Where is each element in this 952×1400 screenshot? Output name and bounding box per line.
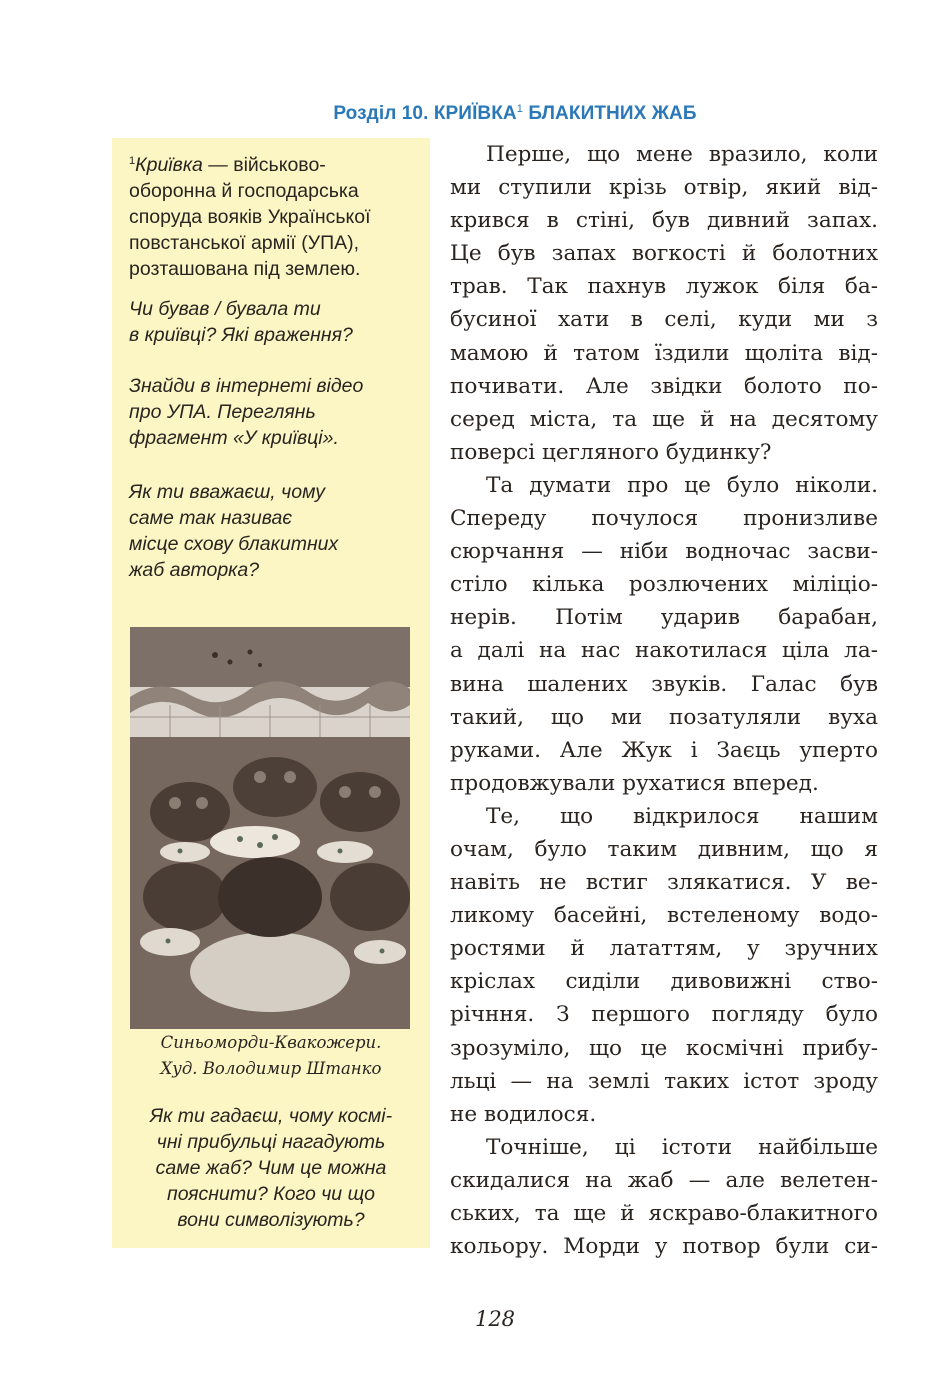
text-line: навіть не встиг злякатися. У ве- [450,870,878,896]
question-line: вони символізують? [177,1209,365,1231]
caption-line: Синьоморди-Квакожери. [160,1033,382,1052]
text-line: вина шалених звуків. Галас був [450,671,878,697]
definition-line: — військово- [202,154,326,176]
caption-line: Худ. Володимир Штанко [160,1059,382,1078]
frog-illustration [130,627,410,1029]
question-line: в криївці? Які враження? [129,324,353,346]
question-line: Знайди в інтернеті відео [129,375,364,397]
text-line: такий, що ми позатуляли вуха [450,704,878,730]
text-line: сюрчання — ніби водночас засви- [450,539,878,565]
question-line: Чи бував / бувала ти [129,298,321,320]
chapter-title-start: Розділ 10. КРИЇВКА [333,103,517,124]
text-line: продовжували рухатися вперед. [450,770,819,796]
illustration-caption [112,1030,430,1082]
definition-footnote-mark: 1 [129,155,136,167]
question-line: Як ти вважаєш, чому [129,481,325,503]
question-1 [129,296,353,348]
text-line: ликому басейні, встеленому водо- [450,903,878,929]
text-line: Спереду почулося пронизливе [450,506,878,532]
text-line: поверсі цегляного будинку? [450,439,772,465]
text-line: Те, що відкрилося нашим [486,803,878,829]
text-line: мамою й татом їздили щоліта від- [450,340,878,366]
text-line: льці — на землі таких істот зроду [450,1068,878,1094]
question-2 [129,373,363,451]
text-line: Перше, що мене вразило, коли [486,142,878,167]
text-line: Та думати про це було ніколи. [486,472,878,498]
question-4 [120,1103,422,1233]
text-line: зрозуміло, що це космічні прибу- [450,1035,878,1061]
question-3 [129,479,338,583]
text-line: нерів. Потім ударив барабан, [450,605,878,631]
text-line: кріслах сиділи дивовижні ство- [450,969,878,995]
question-line: фрагмент «У криївці». [129,427,339,449]
question-line: жаб авторка? [129,559,260,581]
question-line: чні прибульці нагадують [156,1131,386,1153]
text-line: кольору. Морди у потвор були си- [450,1234,878,1260]
footnote-definition [129,148,419,282]
text-line: ських, та ще й яскраво-блакитного [450,1201,878,1226]
question-line: Як ти гадаєш, чому космі- [149,1105,393,1127]
text-line: скидалися на жаб — але велетен- [450,1167,878,1193]
definition-line: оборонна й господарська [129,180,359,202]
text-line: не водилося. [450,1101,597,1127]
text-line: трав. Так пахнув лужок біля ба- [450,274,878,300]
definition-line: розташована під землею. [129,258,361,280]
definition-line: повстанської армії (УПА), [129,232,360,254]
page-number: 128 [474,1307,516,1331]
sidebar-panel [112,138,430,1248]
text-line: ми ступили крізь отвір, який від- [450,175,878,201]
question-line: про УПА. Переглянь [129,401,316,423]
text-line: бусиної хати в селі, куди ми з [450,307,878,333]
chapter-title [0,103,952,125]
text-line: Точніше, ці істоти найбільше [486,1134,878,1160]
text-line: крився в стіні, був дивний запах. [450,208,878,234]
question-line: саме жаб? Чим це можна [155,1157,387,1179]
definition-line: споруда вояків Української [129,206,371,228]
question-line: пояснити? Кого чи що [166,1183,376,1205]
text-line: стіло кілька розлючених міліціо- [450,572,878,598]
text-line: річння. З першого погляду було [450,1002,878,1028]
question-line: місце схову блакитних [129,533,339,555]
text-line: почивати. Але звідки болото по- [450,373,878,399]
main-body-text [450,138,878,1263]
text-line: ростями й лататтям, у зручних [450,936,878,962]
chapter-title-end: БЛАКИТНИХ ЖАБ [522,103,697,124]
text-line: очам, було таким дивним, що я [450,836,878,862]
text-line: а далі на нас накотилася ціла ла- [450,638,878,664]
text-line: серед міста, та ще й на десятому [450,406,878,432]
question-line: саме так називає [129,507,293,529]
definition-term: Криївка [135,154,203,176]
text-line: руками. Але Жук і Заєць уперто [450,737,878,763]
footnote-mark: 1 [516,103,523,115]
text-line: Це був запах вогкості й болотних [450,241,878,267]
